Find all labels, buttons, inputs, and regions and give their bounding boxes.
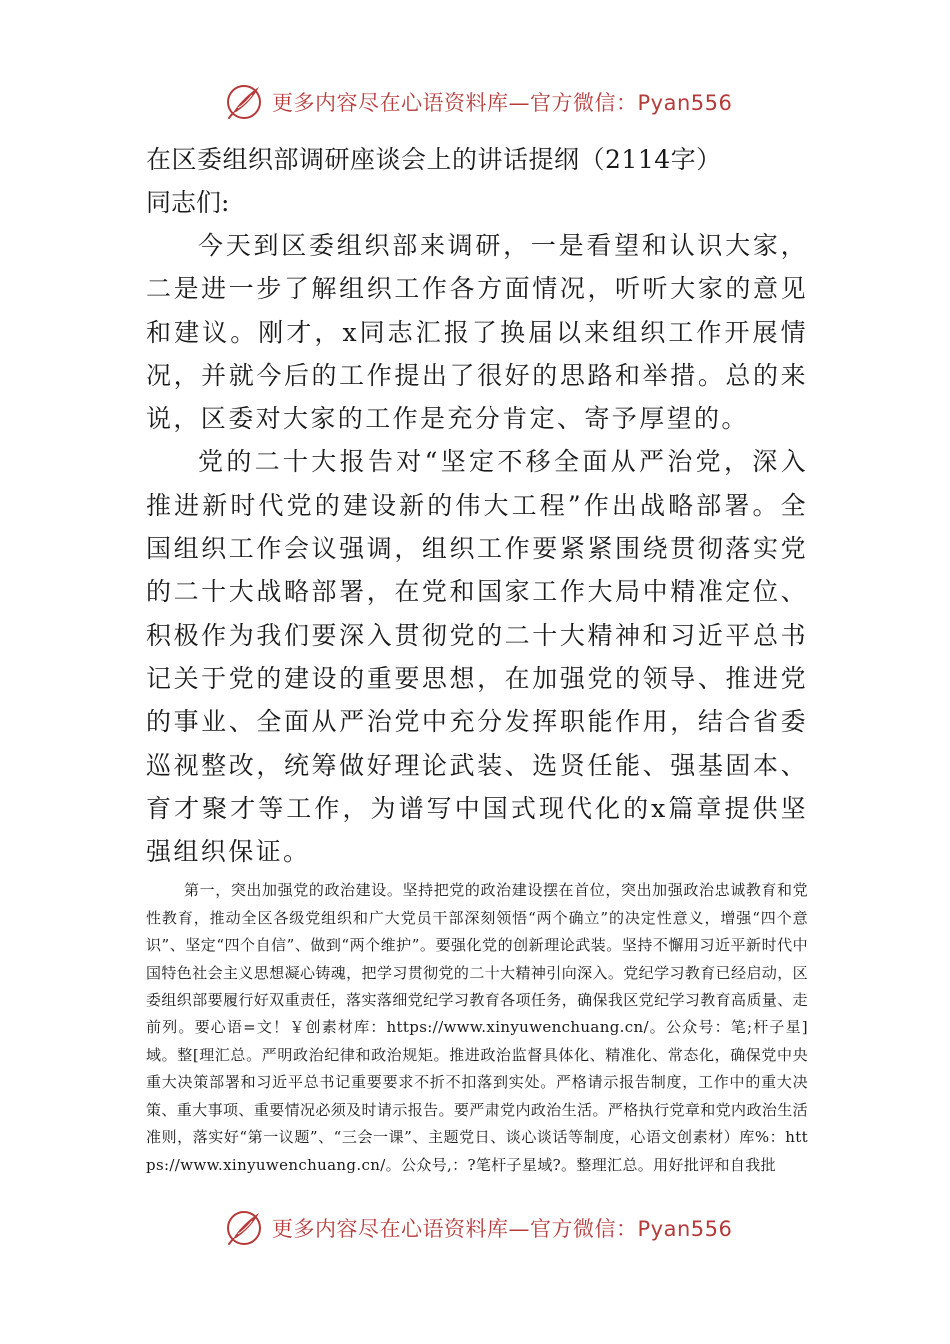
document-title: 在区委组织部调研座谈会上的讲话提纲（2114字）: [146, 145, 722, 174]
quill-logo-icon: [224, 82, 264, 122]
paragraph-strategy: 党的二十大报告对“坚定不移全面从严治党，深入推进新时代党的建设新的伟大工程”作出战略部署。全国组织工作会议强调，组织工作要紧紧围绕贯彻落实党的二十大战略部署，在党和国家工作大局中精准定位、积极作为我们要深入贯彻党的二十大精神和习近平总书记关于党的建设的重要思想，在加强党的领导、推进党的事业、全面从严治党中充分发挥职能作用，结合省委巡视整改，统筹做好理论武装、选贤任能、强基固本、育才聚才等工作，为谱写中国式现代化的x篇章提供坚强组织保证。: [146, 447, 808, 867]
greeting: 同志们:: [146, 188, 230, 217]
paragraph-political-building: 第一，突出加强党的政治建设。坚持把党的政治建设摆在首位，突出加强政治忠诚教育和党性教育，推动全区各级党组织和广大党员干部深刻领悟“两个确立”的决定性意义，增强“四个意识”、坚定“四个自信”、做到“两个维护”。要强化党的创新理论武装。坚持不懈用习近平新时代中国特色社会主义思想凝心铸魂，把学习贯彻党的二十大精神引向深入。党纪学习教育已经启动，区委组织部要履行好双重责任，落实落细党纪学习教育各项任务，确保我区党纪学习教育高质量、走前列。要心语=文！￥创素材库：https://www.xinyuwenchuang.cn/。公众号：笔;杆子星]域。整[理汇总。严明政治纪律和政治规矩。推进政治监督具体化、精准化、常态化，确保党中央重大决策部署和习近平总书记重要要求不折不扣落到实处。严格请示报告制度，工作中的重大决策、重大事项、重要情况必须及时请示报告。要严肃党内政治生活。严格执行党章和党内政治生活准则，落实好“第一议题”、“三会一课”、主题党日、谈心谈话等制度，心语文创素材）库%：https://www.xinyuwenchuang.cn/。公众号,：?笔杆子星域?。整理汇总。用好批评和自我批: [146, 881, 808, 1174]
watermark-text: 更多内容尽在心语资料库—官方微信：Pyan556: [272, 91, 733, 115]
document-body: [146, 138, 808, 1179]
watermark-bottom: [224, 1206, 732, 1250]
watermark-top: [224, 80, 732, 124]
paragraph-intro: 今天到区委组织部来调研，一是看望和认识大家，二是进一步了解组织工作各方面情况，听听大家的意见和建议。刚才，x同志汇报了换届以来组织工作开展情况，并就今后的工作提出了很好的思路和举措。总的来说，区委对大家的工作是充分肯定、寄予厚望的。: [146, 231, 808, 434]
watermark-text: 更多内容尽在心语资料库—官方微信：Pyan556: [272, 1217, 733, 1241]
quill-logo-icon: [224, 1208, 264, 1248]
